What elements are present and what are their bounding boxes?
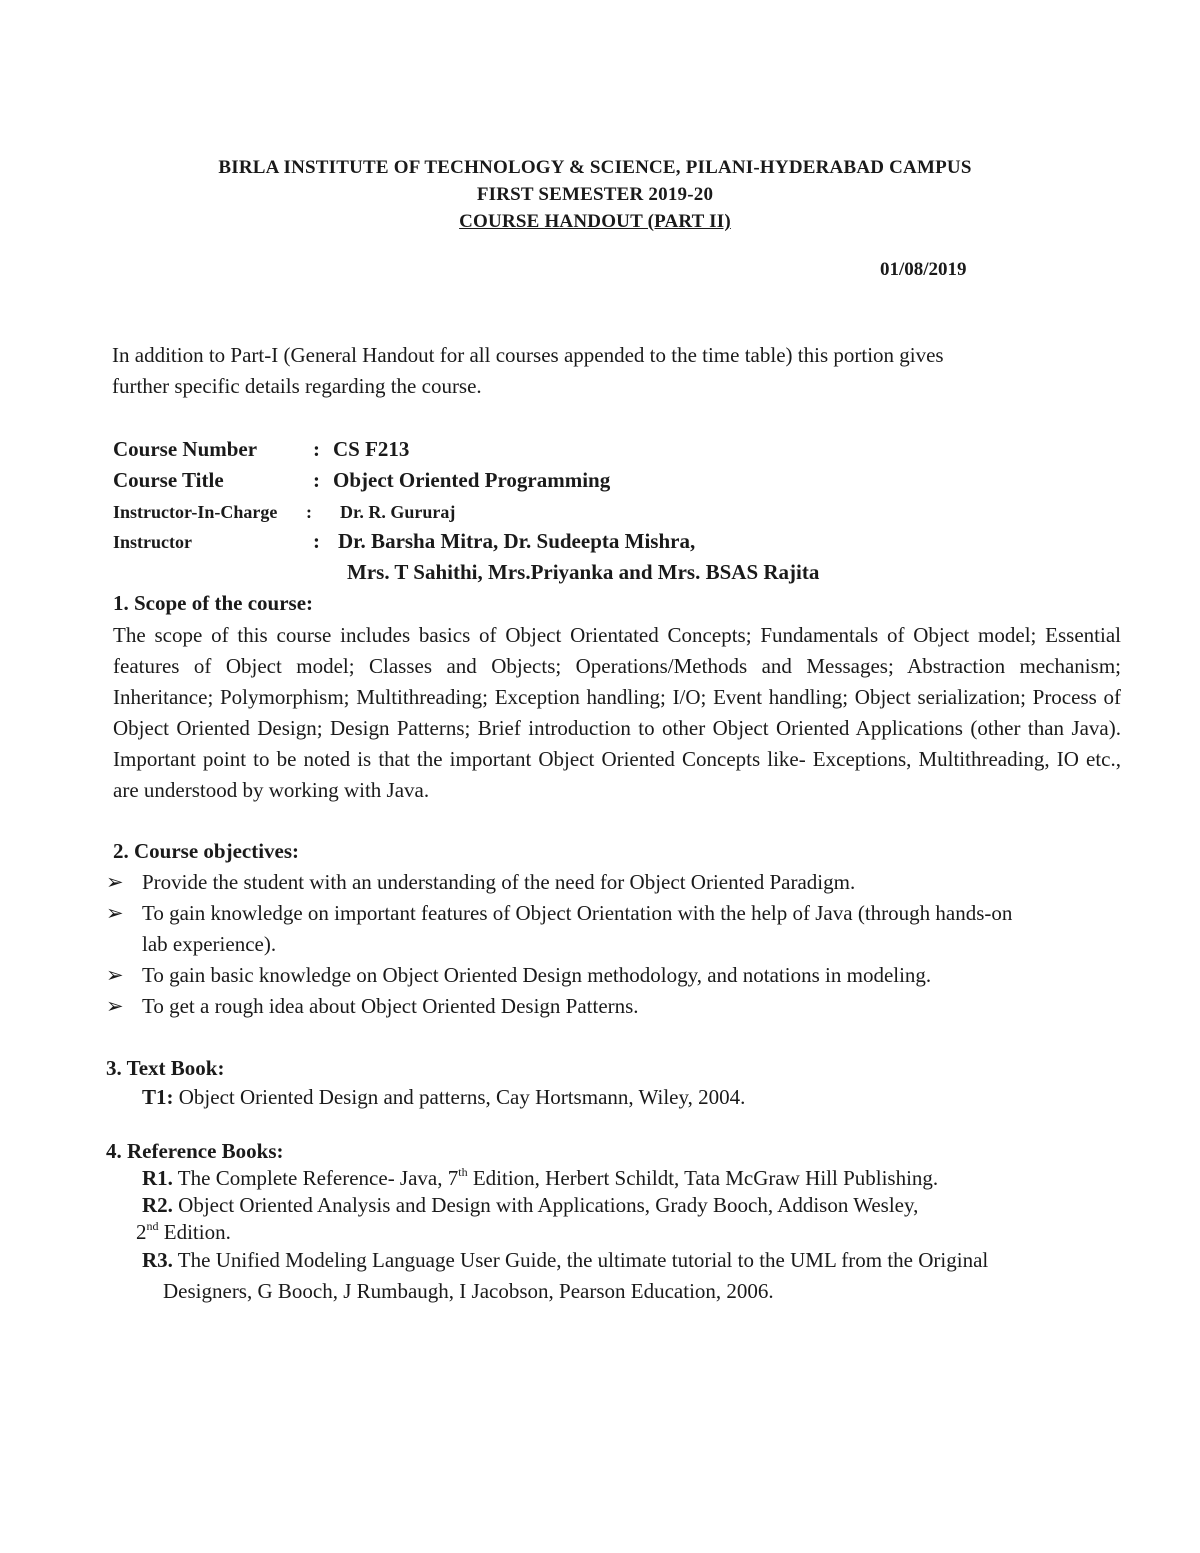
semester-heading: FIRST SEMESTER 2019-20: [476, 184, 714, 205]
instructor-colon: :: [313, 529, 320, 553]
textbook-heading: 3. Text Book:: [106, 1056, 225, 1080]
superscript: th: [458, 1165, 468, 1179]
reference-text: The Complete Reference- Java, 7: [172, 1166, 459, 1190]
institute-heading: BIRLA INSTITUTE OF TECHNOLOGY & SCIENCE, PILANI-HYDERABAD CAMPUS: [218, 157, 972, 178]
instructor-value-1: Dr. Barsha Mitra, Dr. Sudeepta Mishra,: [338, 529, 696, 553]
course-title-colon: :: [313, 468, 320, 492]
reference-r1: [142, 1166, 938, 1191]
textbook-text: Object Oriented Design and patterns, Cay Hortsmann, Wiley, 2004.: [173, 1085, 746, 1109]
instructor-in-charge-value: Dr. R. Gururaj: [340, 502, 456, 522]
intro-line-1: In addition to Part-I (General Handout for all courses appended to the time table) this portion gives: [112, 343, 944, 367]
instructor-value-2: Mrs. T Sahithi, Mrs.Priyanka and Mrs. BSAS Rajita: [347, 560, 820, 584]
reference-text: Edition, Herbert Schildt, Tata McGraw Hill Publishing.: [467, 1166, 939, 1190]
instructor-label: Instructor: [113, 532, 192, 552]
reference-label: R1.: [142, 1166, 173, 1190]
handout-date: 01/08/2019: [880, 259, 967, 280]
arrow-bullet-icon: ➢: [106, 994, 124, 1018]
objective-text: Provide the student with an understanding of the need for Object Oriented Paradigm.: [142, 870, 856, 894]
course-title-value: Object Oriented Programming: [333, 468, 611, 492]
instructor-in-charge-label: Instructor-In-Charge: [113, 502, 278, 522]
reference-text: Edition.: [158, 1220, 231, 1244]
reference-r2-continuation: [136, 1220, 231, 1245]
textbook-entry: [142, 1085, 745, 1110]
scope-heading: 1. Scope of the course:: [113, 591, 314, 615]
course-number-label: Course Number: [113, 437, 258, 461]
superscript: nd: [146, 1219, 159, 1233]
reference-text: The Unified Modeling Language User Guide, the ultimate tutorial to the UML from the Original: [172, 1248, 989, 1272]
course-number-value: CS F213: [333, 437, 410, 461]
reference-r2: [142, 1193, 918, 1218]
reference-text: 2: [136, 1220, 147, 1244]
reference-label: R2.: [142, 1193, 173, 1217]
reference-r3: [142, 1248, 988, 1273]
objective-text: To get a rough idea about Object Oriented Design Patterns.: [142, 994, 639, 1018]
objective-text: To gain knowledge on important features of Object Orientation with the help of Java (through hands-on: [142, 901, 1013, 925]
arrow-bullet-icon: ➢: [106, 870, 124, 894]
textbook-label: T1:: [142, 1085, 174, 1109]
reference-text: Object Oriented Analysis and Design with Applications, Grady Booch, Addison Wesley,: [172, 1193, 919, 1217]
handout-heading: [0, 211, 1190, 233]
references-heading: 4. Reference Books:: [106, 1139, 284, 1163]
course-title-label: Course Title: [113, 468, 224, 492]
objective-text: lab experience).: [142, 932, 277, 956]
reference-label: R3.: [142, 1248, 173, 1272]
arrow-bullet-icon: ➢: [106, 901, 124, 925]
course-number-colon: :: [313, 437, 320, 461]
scope-paragraph: The scope of this course includes basics of Object Orientated Concepts; Fundamentals of Object model; Essential features of Object model; Classes and Objects; Operations/Methods and Messages; Abstraction mechanism; Inheritance; Polymorphism; Multithreading; Exception handling; I/O; Event handling; Object serialization; Process of Object Oriented Design; Design Patterns; Brief introduction to other Object Oriented Applications (other than Java). Important point to be noted is that the important Object Oriented Concepts like- Exceptions, Multithreading, IO etc., are understood by working with Java.: [113, 623, 1121, 802]
intro-line-2: further specific details regarding the course.: [112, 374, 482, 398]
objective-text: To gain basic knowledge on Object Oriented Design methodology, and notations in modeling.: [142, 963, 932, 987]
instructor-in-charge-colon: :: [306, 502, 312, 522]
handout-title: COURSE HANDOUT (PART II): [459, 211, 731, 232]
reference-r3-continuation: Designers, G Booch, J Rumbaugh, I Jacobson, Pearson Education, 2006.: [163, 1279, 774, 1303]
arrow-bullet-icon: ➢: [106, 963, 124, 987]
objectives-heading: 2. Course objectives:: [113, 839, 300, 863]
